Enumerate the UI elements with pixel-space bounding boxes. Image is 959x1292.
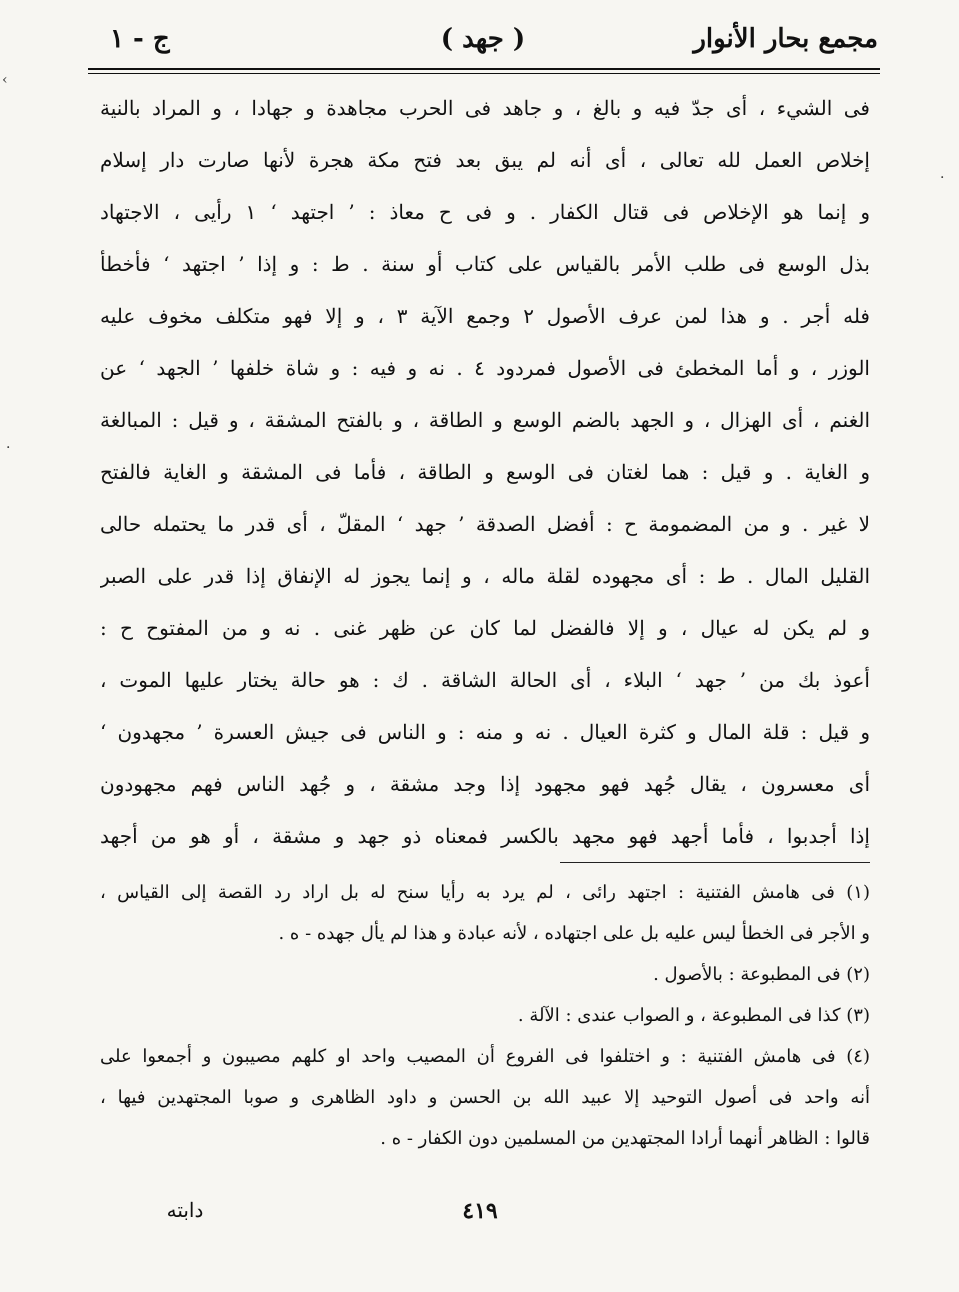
page-number: ٤١٩ xyxy=(462,1198,498,1224)
text-line: و إنما هو الإخلاص فى قتال الكفار . و فى ح معاذ : ’ اجتهد ‘ ١ رأيى ، الاجتهاد xyxy=(100,200,870,224)
margin-mark: · xyxy=(6,440,11,456)
footnote-line: و الأجر فى الخطأ ليس عليه بل على اجتهاده ، لأنه عبادة و هذا لم يأل جهده - ه . xyxy=(278,923,870,944)
header-rule-thin xyxy=(88,73,880,74)
footnotes xyxy=(100,872,870,1159)
margin-mark: · xyxy=(940,170,945,186)
catchword: دابته xyxy=(166,1198,204,1222)
footnote-line: أنه واحد فى أصول التوحيد إلا عبيد الله بن الحسن و داود الظاهرى و صوبا المجتهدين فيها ، xyxy=(100,1087,870,1108)
footnote-separator xyxy=(560,862,870,863)
text-line: فى الشيء ، أى جدّ فيه و بالغ ، و جاهد فى الحرب مجاهدة و جهادا ، و المراد بالنية xyxy=(100,96,870,120)
text-line: و الغاية . و قيل : هما لغتان فى الوسع و الطاقة ، فأما فى المشقة و الغاية فالفتح xyxy=(100,460,870,484)
text-line: أى معسرون ، يقال جُهد فهو مجهود إذا وجد مشقة ، و جُهد الناس فهم مجهودون xyxy=(100,772,870,796)
text-line: إخلاص العمل لله تعالى ، أى أنه لم يبق بعد فتح مكة هجرة لأنها صارت دار إسلام xyxy=(100,148,870,172)
text-line: بذل الوسع فى طلب الأمر بالقياس على كتاب أو سنة . ط : و إذا ’ اجتهد ‘ فأخطأ xyxy=(100,252,870,276)
footnote-line: (٢) فى المطبوعة : بالأصول . xyxy=(653,964,870,985)
entry-word: ( جهد ) xyxy=(440,24,526,54)
book-title: مجمع بحار الأنوار xyxy=(693,24,878,54)
volume-number: ج - ١ xyxy=(110,24,170,54)
footnote-line: (٣) كذا فى المطبوعة ، و الصواب عندى : الآلة . xyxy=(517,1005,870,1026)
footnote-line: قالوا : الظاهر أنهما أرادا المجتهدين من المسلمين دون الكفار - ه . xyxy=(380,1128,870,1149)
text-line: لا غير . و من المضمومة ح : أفضل الصدقة ’ جهد ‘ المقلّ ، أى قدر ما يحتمله حالى xyxy=(100,512,870,536)
page-header xyxy=(88,20,878,68)
text-line: أعوذ بك من ’ جهد ‘ البلاء ، أى الحالة الشاقة . ك : هو حالة يختار عليها الموت ، xyxy=(100,668,870,692)
margin-mark: ‹ xyxy=(2,72,8,88)
text-line: إذا أجدبوا ، فأما أجهد فهو مجهد بالكسر فمعناه ذو جهد و مشقة ، أو هو من أجهد xyxy=(100,824,870,848)
main-text xyxy=(100,82,870,862)
text-line: الغنم ، أى الهزال ، و الجهد بالضم الوسع و الطاقة ، و بالفتح المشقة ، و قيل : المبالغة xyxy=(100,408,870,432)
text-line: القليل المال . ط : أى مجهوده لقلة ماله ، و إنما يجوز له الإنفاق إذا قدر على الصبر xyxy=(100,564,870,588)
header-rule xyxy=(88,68,880,70)
footnote-line: (١) فى هامش الفتنية : اجتهد رائى ، لم يرد به رأيا سنح له بل اراد رد القصة إلى القياس ، xyxy=(100,882,870,903)
text-line: الوزر ، و أما المخطئ فى الأصول فمردود ٤ . نه و فيه : و شاة خلفها ’ الجهد ‘ عن xyxy=(100,356,870,380)
footnote-line: (٤) فى هامش الفتنية : و اختلفوا فى الفروع أن المصيب واحد او كلهم مصيبون و أجمعوا على xyxy=(100,1046,870,1067)
text-line: و قيل : قلة المال و كثرة العيال . نه و منه : و الناس فى جيش العسرة ’ مجهدون ‘ xyxy=(100,720,870,744)
text-line: فله أجر . و هذا لمن عرف الأصول ٢ وجمع الآية ٣ ، و إلا فهو متكلف مخوف عليه xyxy=(100,304,870,328)
text-line: و لم يكن له عيال ، و إلا فالفضل لما كان عن ظهر غنى . نه و من المفتوح ح : xyxy=(100,616,870,640)
